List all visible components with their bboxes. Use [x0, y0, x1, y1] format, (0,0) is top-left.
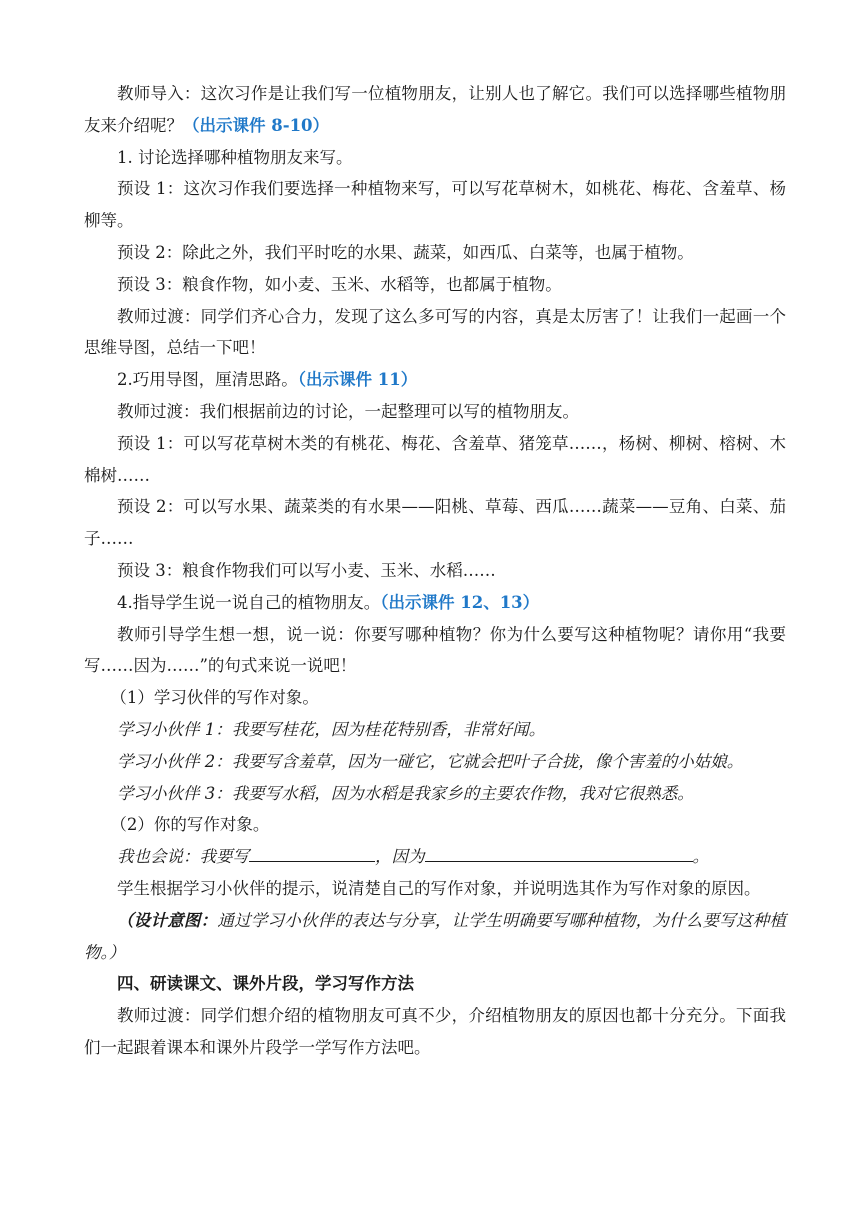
blank-reason[interactable]: [425, 843, 693, 862]
partner-example: 学习小伙伴 1：我要写桂花，因为桂花特别香，非常好闻。: [117, 719, 546, 739]
partner-example: 学习小伙伴 3：我要写水稻，因为水稻是我家乡的主要农作物，我对它很熟悉。: [117, 783, 694, 803]
preset-paragraph: 预设 2：可以写水果、蔬菜类的有水果——阳桃、草莓、西瓜……蔬菜——豆角、白菜、茄子……: [84, 497, 786, 549]
design-intent-label: （设计意图：: [117, 910, 218, 930]
courseware-hint: （出示课件 11）: [297, 370, 418, 390]
fill-in-sentence: [84, 841, 786, 873]
fill-suffix: 。: [692, 847, 709, 867]
teacher-transition: 教师过渡：同学们想介绍的植物朋友可真不少，介绍植物朋友的原因也都十分充分。下面我们一起跟着课本和课外片段学一学写作方法吧。: [84, 1006, 786, 1057]
step-heading: 1. 讨论选择哪种植物朋友来写。: [117, 147, 353, 167]
design-intent: [84, 905, 786, 969]
blank-plant[interactable]: [249, 843, 375, 862]
preset-paragraph: 预设 1：可以写花草树木类的有桃花、梅花、含羞草、猪笼草……，杨树、柳树、榕树、木棉树……: [84, 433, 786, 485]
sub-heading: （1）学习伙伴的写作对象。: [110, 688, 319, 708]
partner-example: 学习小伙伴 2：我要写含羞草，因为一碰它，它就会把叶子合拢，像个害羞的小姑娘。: [117, 751, 744, 771]
student-activity: 学生根据学习小伙伴的提示，说清楚自己的写作对象，并说明选其作为写作对象的原因。: [117, 878, 761, 898]
preset-paragraph: 预设 2：除此之外，我们平时吃的水果、蔬菜，如西瓜、白菜等，也属于植物。: [117, 242, 694, 262]
courseware-hint: （出示课件 8-10）: [183, 115, 330, 135]
fill-middle: ，因为: [375, 847, 425, 867]
intro-text: 教师导入：这次习作是让我们写一位植物朋友，让别人也了解它。我们可以选择哪些植物朋友来介绍呢？: [84, 84, 786, 135]
step-text: 4.指导学生说一说自己的植物朋友。: [117, 592, 381, 612]
section-heading: 四、研读课文、课外片段，学习写作方法: [117, 974, 414, 994]
step-heading: [84, 364, 786, 396]
sub-heading: （2）你的写作对象。: [110, 815, 270, 835]
teacher-transition: 教师过渡：我们根据前边的讨论，一起整理可以写的植物朋友。: [117, 401, 579, 421]
design-intent-text: 通过学习小伙伴的表达与分享，让学生明确要写哪种植物，为什么要写这种植物。）: [84, 910, 787, 962]
preset-paragraph: 预设 1：这次习作我们要选择一种植物来写，可以写花草树木，如桃花、梅花、含羞草、杨柳等。: [84, 179, 786, 231]
teacher-guidance: 教师引导学生想一想，说一说：你要写哪种植物？你为什么要写这种植物呢？请你用“我要写……因为……”的句式来说一说吧！: [84, 624, 786, 676]
teacher-transition: 教师过渡：同学们齐心合力，发现了这么多可写的内容，真是太厉害了！让我们一起画一个思维导图，总结一下吧！: [84, 306, 786, 358]
preset-paragraph: 预设 3：粮食作物，如小麦、玉米、水稻等，也都属于植物。: [117, 274, 562, 294]
paragraph-intro: [84, 78, 786, 142]
document-body: [84, 78, 786, 1064]
preset-paragraph: 预设 3：粮食作物我们可以写小麦、玉米、水稻……: [117, 560, 496, 580]
step-text: 2.巧用导图，厘清思路。: [117, 370, 298, 390]
fill-prefix: 我也会说：我要写: [117, 847, 249, 867]
step-heading: [84, 587, 786, 619]
courseware-hint: （出示课件 12、13）: [380, 592, 540, 612]
